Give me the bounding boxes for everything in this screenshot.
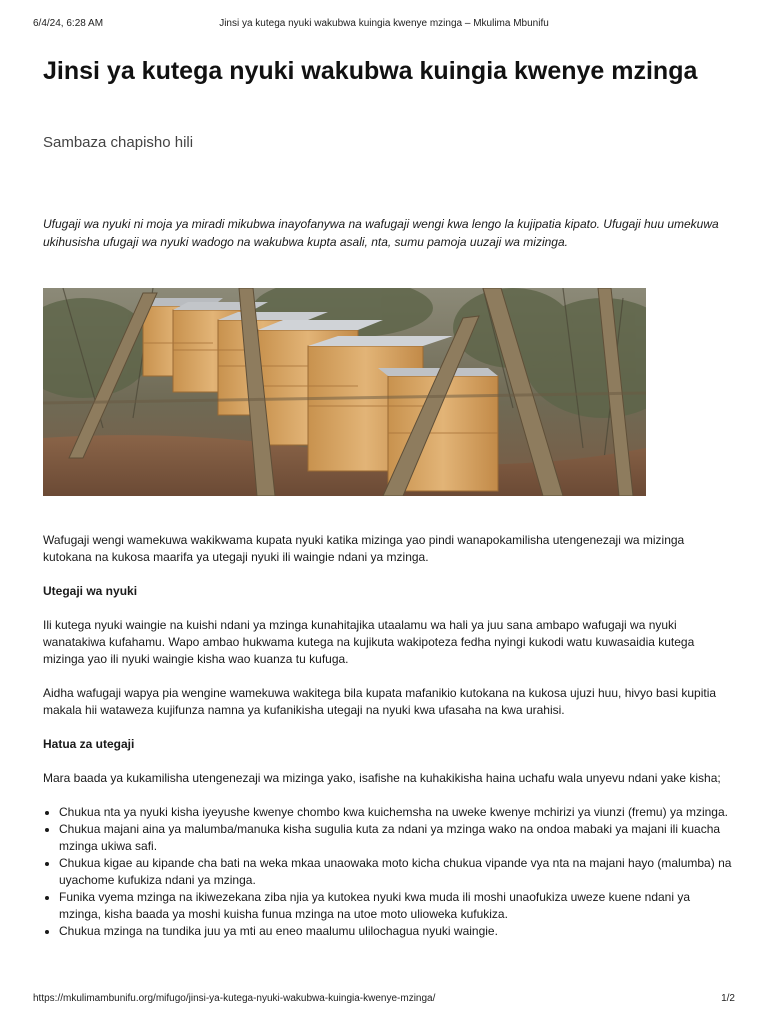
list-item: • Chukua kigae au kipande cha bati na weka mkaa unaowaka moto kicha chukua vipande vya nta na majani hayo (malumba) na uyachome kufukiza ndani ya mzinga. — [59, 855, 733, 889]
article-title: Jinsi ya kutega nyuki wakubwa kuingia kwenye mzinga — [43, 57, 698, 85]
share-label[interactable]: Sambaza chapisho hili — [43, 134, 194, 151]
print-header — [33, 18, 735, 29]
steps-list — [43, 804, 733, 940]
paragraph: Wafugaji wengi wamekuwa wakikwama kupata nyuki katika mizinga yao pindi wanapokamilisha utengenezaji wa mizinga kutokana na kukosa maarifa ya utegaji nyuki ili waingie ndani ya mzinga. — [43, 533, 685, 564]
print-footer — [33, 993, 735, 1004]
paragraph: Ili kutega nyuki waingie na kuishi ndani ya mzinga kunahitajika utaalamu wa hali ya juu sana ambapo wafugaji wa nyuki wanatakiwa kufahamu. Wapo ambao hukwama kutega na kujikuta wakipoteza fedha nyingi kukodi watu kuwasaidia kutega mizinga yao ili nyuki waingie kisha wao kuanza tu kufuga. — [43, 618, 695, 666]
page-url[interactable]: https://mkulimambunifu.org/mifugo/jinsi-ya-kutega-nyuki-wakubwa-kuingia-kwenye-mzinga/ — [33, 993, 436, 1004]
paragraph: Mara baada ya kukamilisha utengenezaji wa mizinga yako, isafishe na kuhakikisha haina uchafu wala unyevu ndani yake kisha; — [43, 771, 721, 785]
section-heading: Hatua za utegaji — [43, 737, 135, 751]
beehives-photo — [43, 288, 646, 496]
section-heading: Utegaji wa nyuki — [43, 584, 138, 598]
list-item: • Chukua majani aina ya malumba/manuka kisha sugulia kuta za ndani ya mzinga wako na ondoa mabaki ya majani ili kuacha mzinga ukiwa safi. — [59, 821, 733, 855]
list-item: • Chukua nta ya nyuki kisha iyeyushe kwenye chombo kwa kuichemsha na uweke kwenye mchirizi ya viunzi (fremu) ya mzinga. — [59, 804, 733, 821]
article-body — [43, 532, 733, 940]
article-intro: Ufugaji wa nyuki ni moja ya miradi mikubwa inayofanywa na wafugaji wengi kwa lengo la kujipatia kipato. Ufugaji huu umekuwa ukihusisha ufugaji wa nyuki wadogo na wakubwa kupta asali, nta, sumu pamoja uuzaji wa mizinga. — [43, 217, 719, 249]
paragraph: Aidha wafugaji wapya pia wengine wamekuwa wakitega bila kupata mafanikio kutokana na kukosa ujuzi huu, hivyo basi kupitia makala hii wataweza kujifunza namna ya kufanikisha utegaji na nyuki kwa ufasaha na kwa urahisi. — [43, 686, 717, 717]
print-page-title: Jinsi ya kutega nyuki wakubwa kuingia kwenye mzinga – Mkulima Mbunifu — [219, 18, 549, 29]
page-number: 1/2 — [721, 993, 735, 1004]
list-item: • Funika vyema mzinga na ikiwezekana ziba njia ya kutokea nyuki kwa muda ili moshi unaofukiza uweze kuene ndani ya mzinga, kisha baada ya moshi kuisha funua mzinga na utoe moto ulioweka kufukiza. — [59, 889, 733, 923]
list-item: • Chukua mzinga na tundika juu ya mti au eneo maalumu ulilochagua nyuki waingie. — [59, 923, 733, 940]
print-datetime: 6/4/24, 6:28 AM — [33, 18, 104, 29]
